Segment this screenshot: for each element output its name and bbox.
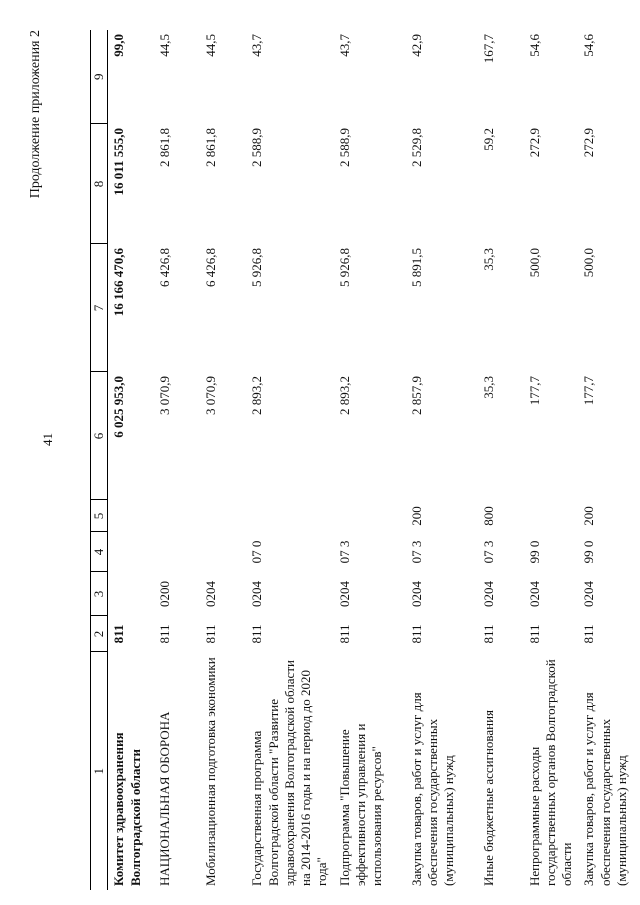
cell: 6 025 953,0 [111,376,127,438]
column-header: 1 [91,652,108,890]
cell: 811 [408,624,424,644]
cell: 200 [408,506,424,526]
cell: 16 166 470,6 [111,248,127,317]
cell: 43,7 [336,34,352,57]
cell: 5 926,8 [249,248,265,287]
cell: 6 426,8 [157,248,173,287]
cell: 2 893,2 [249,376,265,415]
cell: 800 [480,506,496,526]
cell: 811 [336,624,352,644]
cell: 811 [203,624,219,644]
cell [108,500,155,532]
cell: 200 [581,506,597,526]
row-name: Комитет здравоохранения Волгоградской области [111,732,143,886]
column-header: 4 [91,532,108,572]
cell: 500,0 [581,248,597,278]
cell: 177,7 [581,376,597,406]
cell: 44,5 [203,34,219,57]
table-row [578,30,640,890]
cell: 5 926,8 [336,248,352,287]
row-name: Иные бюджетные ассигнования [480,709,496,886]
cell: 2 529,8 [408,128,424,167]
table-row [200,30,246,890]
row-name: Непрограммные расходы государственных органов Волгоградской области [526,659,574,886]
cell: 44,5 [157,34,173,57]
row-name: НАЦИОНАЛЬНАЯ ОБОРОНА [157,711,173,886]
row-name: Закупка товаров, работ и услуг для обеспечения государственных (муниципальных) нужд [408,692,456,886]
cell: 42,9 [408,34,424,57]
cell: 5 891,5 [408,248,424,287]
cell: 6 426,8 [203,248,219,287]
cell [154,500,200,532]
cell: 07 3 [408,540,424,564]
cell: 59,2 [480,128,496,151]
row-name: Государственная программа Волгоградской области "Развитие здравоохранения Волгоградской области на 2014-2016 годы и на период до 2020 года" [249,660,330,886]
cell: 0204 [480,581,496,607]
page-number: 41 [40,433,55,446]
column-header: 3 [91,572,108,616]
cell: 811 [526,624,542,644]
cell [154,532,200,572]
cell: 99 0 [526,540,542,564]
table-row [334,30,406,890]
cell: 0204 [408,581,424,607]
cell: 811 [480,624,496,644]
table-row [406,30,478,890]
cell: 3 070,9 [203,376,219,415]
cell: 167,7 [480,34,496,64]
cell [524,500,579,532]
cell: 0204 [249,581,265,607]
cell: 07 0 [249,540,265,564]
cell [200,532,246,572]
cell: 811 [249,624,265,644]
budget-table [90,30,640,890]
row-name: Подпрограмма "Повышение эффективности управления и использования ресурсов" [336,723,384,886]
table-row [154,30,200,890]
cell: 3 070,9 [157,376,173,415]
cell: 0204 [336,581,352,607]
cell: 811 [581,624,597,644]
cell: 2 857,9 [408,376,424,415]
cell: 07 3 [336,540,352,564]
table-row [524,30,579,890]
cell: 35,3 [480,248,496,271]
column-header: 2 [91,616,108,652]
cell: 2 588,9 [249,128,265,167]
cell [334,500,406,532]
cell: 99,0 [111,34,127,57]
cell: 2 588,9 [336,128,352,167]
cell [108,572,155,616]
column-header: 8 [91,124,108,244]
cell: 54,6 [581,34,597,57]
column-header: 9 [91,30,108,124]
cell: 2 893,2 [336,376,352,415]
table-row [108,30,155,890]
cell [246,500,333,532]
cell: 99 0 [581,540,597,564]
cell: 272,9 [581,128,597,158]
cell: 0204 [203,581,219,607]
cell: 35,3 [480,376,496,399]
row-name: Закупка товаров, работ и услуг для обеспечения государственных (муниципальных) нужд [581,692,629,886]
cell: 0204 [526,581,542,607]
cell: 16 011 555,0 [111,128,127,196]
cell: 500,0 [526,248,542,278]
cell [200,500,246,532]
table-row [246,30,333,890]
row-name: Мобилизационная подготовка экономики [203,657,219,886]
cell: 43,7 [249,34,265,57]
column-header: 5 [91,500,108,532]
cell: 07 3 [480,540,496,564]
appendix-caption: Продолжение приложения 2 [28,30,43,199]
column-header: 6 [91,372,108,500]
cell: 0204 [581,581,597,607]
cell: 177,7 [526,376,542,406]
cell [108,532,155,572]
header-row [91,30,108,890]
column-header: 7 [91,244,108,372]
cell: 811 [157,624,173,644]
cell: 2 861,8 [157,128,173,167]
cell: 811 [111,624,127,644]
cell: 54,6 [526,34,542,57]
table-row [478,30,524,890]
cell: 0200 [157,581,173,607]
cell: 2 861,8 [203,128,219,167]
cell: 272,9 [526,128,542,158]
